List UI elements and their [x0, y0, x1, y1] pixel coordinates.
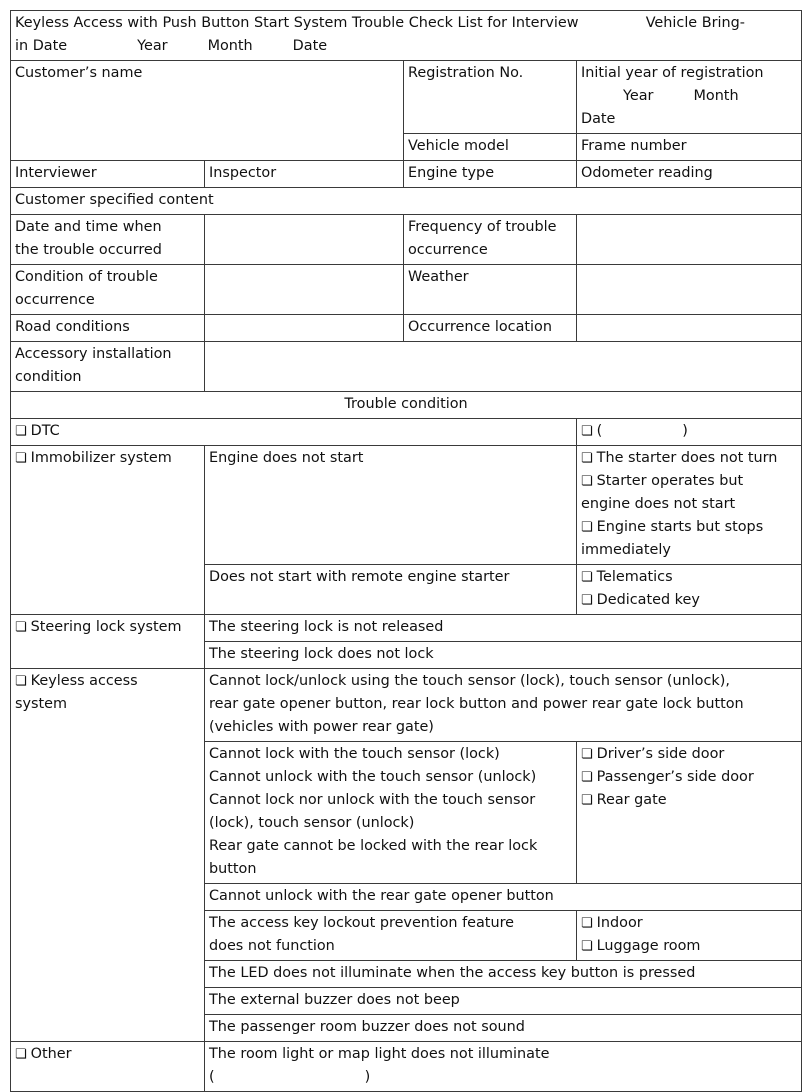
other-label: Other — [30, 1046, 72, 1062]
dtc-code-checkbox[interactable] — [581, 420, 688, 443]
cannot-lock-nor-unlock-label-cont: (lock), touch sensor (unlock) — [209, 815, 415, 831]
remote-starter-label: Does not start with remote engine starter — [209, 569, 510, 585]
accessory-label: Accessory installation — [15, 346, 172, 362]
registration-no-label: Registration No. — [408, 65, 524, 81]
bring-in-label-cont: in Date — [15, 38, 68, 54]
cannot-lock-label: Cannot lock with the touch sensor (lock) — [209, 746, 500, 762]
led-cell — [205, 961, 802, 988]
remote-starter-cell — [205, 565, 577, 615]
dtc-label: DTC — [30, 423, 60, 439]
inspector-label: Inspector — [209, 165, 277, 181]
keyless-all-line-2: rear gate opener button, rear lock button and power rear gate lock button — [209, 696, 744, 712]
customer-specified-heading — [11, 188, 802, 215]
paren-close: ) — [682, 423, 688, 439]
external-buzzer-cell — [205, 988, 802, 1015]
trouble-check-list-table — [10, 10, 802, 1092]
initial-year-field[interactable] — [577, 61, 802, 134]
frequency-input[interactable] — [577, 215, 802, 265]
room-light-cell — [205, 1042, 802, 1092]
road-row — [11, 315, 802, 342]
other-free-text[interactable] — [209, 1066, 797, 1089]
customers-name-field[interactable] — [11, 61, 404, 161]
condition-row — [11, 265, 802, 315]
accessory-label-cont: condition — [15, 369, 82, 385]
keyless-cell — [11, 669, 205, 1042]
odometer-label: Odometer reading — [581, 165, 713, 181]
condition-label: Condition of trouble — [15, 269, 158, 285]
weather-input[interactable] — [577, 265, 802, 315]
road-label-cell — [11, 315, 205, 342]
trouble-heading — [11, 392, 802, 419]
starts-then-stops-checkbox[interactable] — [581, 516, 763, 539]
dtc-code-cell — [577, 419, 802, 446]
luggage-room-label: Luggage room — [596, 938, 701, 954]
trouble-heading-label: Trouble condition — [344, 396, 468, 412]
door-options-cell — [577, 742, 802, 884]
steering-cell — [11, 615, 205, 669]
accessory-input[interactable] — [205, 342, 802, 392]
rear-gate-checkbox[interactable] — [581, 789, 667, 812]
luggage-room-checkbox[interactable] — [581, 935, 700, 958]
customer-name-row — [11, 61, 802, 134]
date-time-input[interactable] — [205, 215, 404, 265]
rear-gate-label: Rear gate — [596, 792, 667, 808]
lockout-label: The access key lockout prevention feature — [209, 915, 515, 931]
lock-issues-cell — [205, 742, 577, 884]
other-checkbox[interactable] — [15, 1043, 72, 1066]
date-time-label-cont: the trouble occurred — [15, 242, 162, 258]
engine-no-start-label: Engine does not start — [209, 450, 364, 466]
engine-options-cell — [577, 446, 802, 565]
immobilizer-label: Immobilizer system — [30, 450, 172, 466]
room-buzzer-label: The passenger room buzzer does not sound — [209, 1019, 525, 1035]
frequency-label: Frequency of trouble — [408, 219, 557, 235]
interviewer-field[interactable] — [11, 161, 205, 188]
dtc-checkbox[interactable] — [15, 420, 60, 443]
keyless-label: Keyless access — [30, 673, 138, 689]
accessory-label-cell — [11, 342, 205, 392]
other-cell — [11, 1042, 205, 1092]
accessory-row — [11, 342, 802, 392]
frequency-label-cont: occurrence — [408, 242, 488, 258]
lockout-options-cell — [577, 911, 802, 961]
initial-year-month: Month — [693, 88, 739, 104]
trouble-heading-row — [11, 392, 802, 419]
location-label-cell — [404, 315, 577, 342]
starter-operates-checkbox[interactable] — [581, 470, 743, 493]
location-label: Occurrence location — [408, 319, 552, 335]
starter-not-turn-label: The starter does not turn — [596, 450, 778, 466]
led-label: The LED does not illuminate when the access key button is pressed — [209, 965, 696, 981]
telematics-checkbox[interactable] — [581, 566, 673, 589]
steering-not-released-cell — [205, 615, 802, 642]
paren-open: ( — [596, 423, 603, 439]
bring-in-date: Date — [292, 38, 328, 54]
steering-not-lock-cell — [205, 642, 802, 669]
immobilizer-checkbox[interactable] — [15, 447, 172, 470]
engine-no-start-cell — [205, 446, 577, 565]
rear-gate-lock-label: Rear gate cannot be locked with the rear lock — [209, 838, 538, 854]
starts-then-stops-label-cont: immediately — [581, 542, 671, 558]
opener-cell — [205, 884, 802, 911]
cannot-lock-nor-unlock-label: Cannot lock nor unlock with the touch sensor — [209, 792, 536, 808]
title-row — [11, 11, 802, 61]
steering-row-1 — [11, 615, 802, 642]
engine-type-field[interactable] — [404, 161, 577, 188]
rear-gate-lock-label-cont: button — [209, 861, 257, 877]
lockout-cell — [205, 911, 577, 961]
vehicle-model-label: Vehicle model — [408, 138, 509, 154]
bring-in-year: Year — [137, 38, 168, 54]
keyless-label-cont: system — [15, 696, 68, 712]
dedicated-key-label: Dedicated key — [596, 592, 700, 608]
dedicated-key-checkbox[interactable] — [581, 589, 700, 612]
steering-not-released-label: The steering lock is not released — [209, 619, 444, 635]
inspector-field[interactable] — [205, 161, 404, 188]
interviewer-label: Interviewer — [15, 165, 97, 181]
dtc-row — [11, 419, 802, 446]
keyless-all-line-3: (vehicles with power rear gate) — [209, 719, 434, 735]
immobilizer-row — [11, 446, 802, 565]
starts-then-stops-label: Engine starts but stops — [596, 519, 764, 535]
vehicle-model-field[interactable] — [404, 134, 577, 161]
keyless-all-cell — [205, 669, 802, 742]
date-time-row — [11, 215, 802, 265]
keyless-all-line-1: Cannot lock/unlock using the touch sensor (lock), touch sensor (unlock), — [209, 673, 730, 689]
keyless-row-1 — [11, 669, 802, 742]
engine-type-label: Engine type — [408, 165, 495, 181]
steering-not-lock-label: The steering lock does not lock — [209, 646, 434, 662]
interviewer-row — [11, 161, 802, 188]
frame-number-label: Frame number — [581, 138, 687, 154]
registration-no-field[interactable] — [404, 61, 577, 134]
indoor-label: Indoor — [596, 915, 643, 931]
condition-input[interactable] — [205, 265, 404, 315]
steering-label: Steering lock system — [30, 619, 182, 635]
steering-checkbox[interactable] — [15, 616, 182, 639]
initial-year-label: Initial year of registration — [581, 65, 764, 81]
passenger-door-checkbox[interactable] — [581, 766, 754, 789]
dtc-cell — [11, 419, 577, 446]
indoor-checkbox[interactable] — [581, 912, 643, 935]
starter-not-turn-checkbox[interactable] — [581, 447, 777, 470]
title-cell — [11, 11, 802, 61]
form-title: Keyless Access with Push Button Start System Trouble Check List for Interview — [15, 15, 579, 31]
date-time-label: Date and time when — [15, 219, 162, 235]
keyless-checkbox[interactable] — [15, 670, 138, 693]
other-paren-close: ) — [364, 1069, 371, 1085]
customer-specified-label: Customer specified content — [15, 192, 214, 208]
cannot-unlock-label: Cannot unlock with the touch sensor (unlock) — [209, 769, 537, 785]
lockout-label-cont: does not function — [209, 938, 335, 954]
opener-label: Cannot unlock with the rear gate opener button — [209, 888, 554, 904]
telematics-label: Telematics — [596, 569, 673, 585]
other-paren-open: ( — [209, 1069, 215, 1085]
starter-operates-label-cont: engine does not start — [581, 496, 736, 512]
passenger-door-label: Passenger’s side door — [596, 769, 754, 785]
other-row — [11, 1042, 802, 1092]
road-label: Road conditions — [15, 319, 130, 335]
customers-name-label: Customer’s name — [15, 65, 143, 81]
frequency-label-cell — [404, 215, 577, 265]
date-time-label-cell — [11, 215, 205, 265]
condition-label-cont: occurrence — [15, 292, 95, 308]
condition-label-cell — [11, 265, 205, 315]
bring-in-label: Vehicle Bring- — [645, 15, 745, 31]
initial-year-date: Date — [581, 111, 616, 127]
odometer-field[interactable] — [577, 161, 802, 188]
initial-year-year: Year — [623, 88, 654, 104]
customer-specified-row — [11, 188, 802, 215]
location-input[interactable] — [577, 315, 802, 342]
external-buzzer-label: The external buzzer does not beep — [209, 992, 460, 1008]
frame-number-field[interactable] — [577, 134, 802, 161]
driver-door-checkbox[interactable] — [581, 743, 724, 766]
immobilizer-cell — [11, 446, 205, 615]
room-buzzer-cell — [205, 1015, 802, 1042]
road-input[interactable] — [205, 315, 404, 342]
remote-options-cell — [577, 565, 802, 615]
room-light-label: The room light or map light does not illuminate — [209, 1046, 550, 1062]
starter-operates-label: Starter operates but — [596, 473, 744, 489]
weather-label: Weather — [408, 269, 469, 285]
driver-door-label: Driver’s side door — [596, 746, 725, 762]
bring-in-month: Month — [207, 38, 253, 54]
weather-label-cell — [404, 265, 577, 315]
